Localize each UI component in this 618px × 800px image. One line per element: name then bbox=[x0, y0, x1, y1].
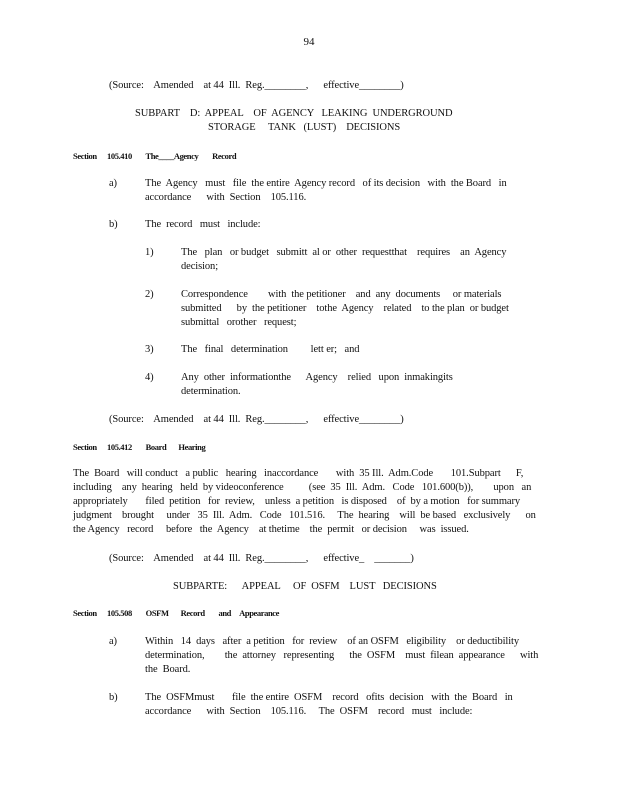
osfm-item-a-line2: determination, the attorney representing the OSFM must filean appearance with bbox=[145, 650, 539, 661]
item-b4-label: 4) bbox=[145, 372, 154, 383]
item-b2-line3: submittal orother request; bbox=[181, 317, 297, 328]
item-b1-label: 1) bbox=[145, 247, 154, 258]
item-b-line1: The record must include: bbox=[145, 219, 261, 230]
item-b3-line1: The final determination lett er; and bbox=[181, 344, 360, 355]
osfm-item-a-line1: Within 14 days after a petition for review of an OSFM eligibility or deductibility bbox=[145, 636, 520, 647]
page-number: 94 bbox=[303, 36, 315, 48]
hearing-paragraph-line4: judgment brought under 35 Ill. Adm. Code 101.516. The hearing will be based exclusively on bbox=[73, 510, 536, 521]
item-b2-label: 2) bbox=[145, 289, 154, 300]
osfm-item-b-label: b) bbox=[109, 692, 118, 703]
hearing-paragraph-line1: The Board will conduct a public hearing inaccordance with 35 Ill. Adm.Code 101.Subpart F, bbox=[73, 468, 524, 479]
source-note-1: (Source: Amended at 44 Ill. Reg.________, effective________) bbox=[109, 80, 404, 91]
item-b3-label: 3) bbox=[145, 344, 154, 355]
item-b2-line2: submitted by the petitioner tothe Agency related to the plan or budget bbox=[181, 303, 509, 314]
item-b4-line2: determination. bbox=[181, 386, 241, 397]
item-b1-line1: The plan or budget submitt al or other requestthat requires an Agency bbox=[181, 247, 507, 258]
subpart-d-heading-line2: STORAGE TANK (LUST) DECISIONS bbox=[208, 122, 401, 133]
osfm-item-b-line1: The OSFMmust file the entire OSFM record ofits decision with the Board in bbox=[145, 692, 513, 703]
item-a-label: a) bbox=[109, 178, 117, 189]
item-b2-line1: Correspondence with the petitioner and any documents or materials bbox=[181, 289, 502, 300]
section-105-412-heading: Section 105.412 Board Hearing bbox=[73, 442, 206, 452]
item-a-line1: The Agency must file the entire Agency record of its decision with the Board in bbox=[145, 178, 507, 189]
osfm-item-a-line3: the Board. bbox=[145, 664, 191, 675]
item-b1-line2: decision; bbox=[181, 261, 219, 272]
subpart-d-heading-line1: SUBPART D: APPEAL OF AGENCY LEAKING UNDERGROUND bbox=[135, 108, 453, 119]
source-note-2: (Source: Amended at 44 Ill. Reg.________, effective________) bbox=[109, 414, 404, 425]
section-105-508-heading: Section 105.508 OSFM Record and Appearance bbox=[73, 608, 280, 618]
subpart-e-heading: SUBPARTE: APPEAL OF OSFM LUST DECISIONS bbox=[173, 581, 437, 592]
osfm-item-b-line2: accordance with Section 105.116. The OSFM record must include: bbox=[145, 706, 473, 717]
hearing-paragraph-line3: appropriately filed petition for review, unless a petition is disposed of by a motion for summary bbox=[73, 496, 520, 507]
item-a-line2: accordance with Section 105.116. bbox=[145, 192, 307, 203]
osfm-item-a-label: a) bbox=[109, 636, 117, 647]
section-105-410-heading: Section 105.410 The____Agency Record bbox=[73, 151, 237, 161]
hearing-paragraph-line2: including any hearing held by videoconference (see 35 Ill. Adm. Code 101.600(b)), upon an bbox=[73, 482, 532, 493]
item-b-label: b) bbox=[109, 219, 118, 230]
hearing-paragraph-line5: the Agency record before the Agency at thetime the permit or decision was issued. bbox=[73, 524, 469, 535]
source-note-3: (Source: Amended at 44 Ill. Reg.________, effective_ _______) bbox=[109, 553, 414, 564]
item-b4-line1: Any other informationthe Agency relied upon inmakingits bbox=[181, 372, 453, 383]
